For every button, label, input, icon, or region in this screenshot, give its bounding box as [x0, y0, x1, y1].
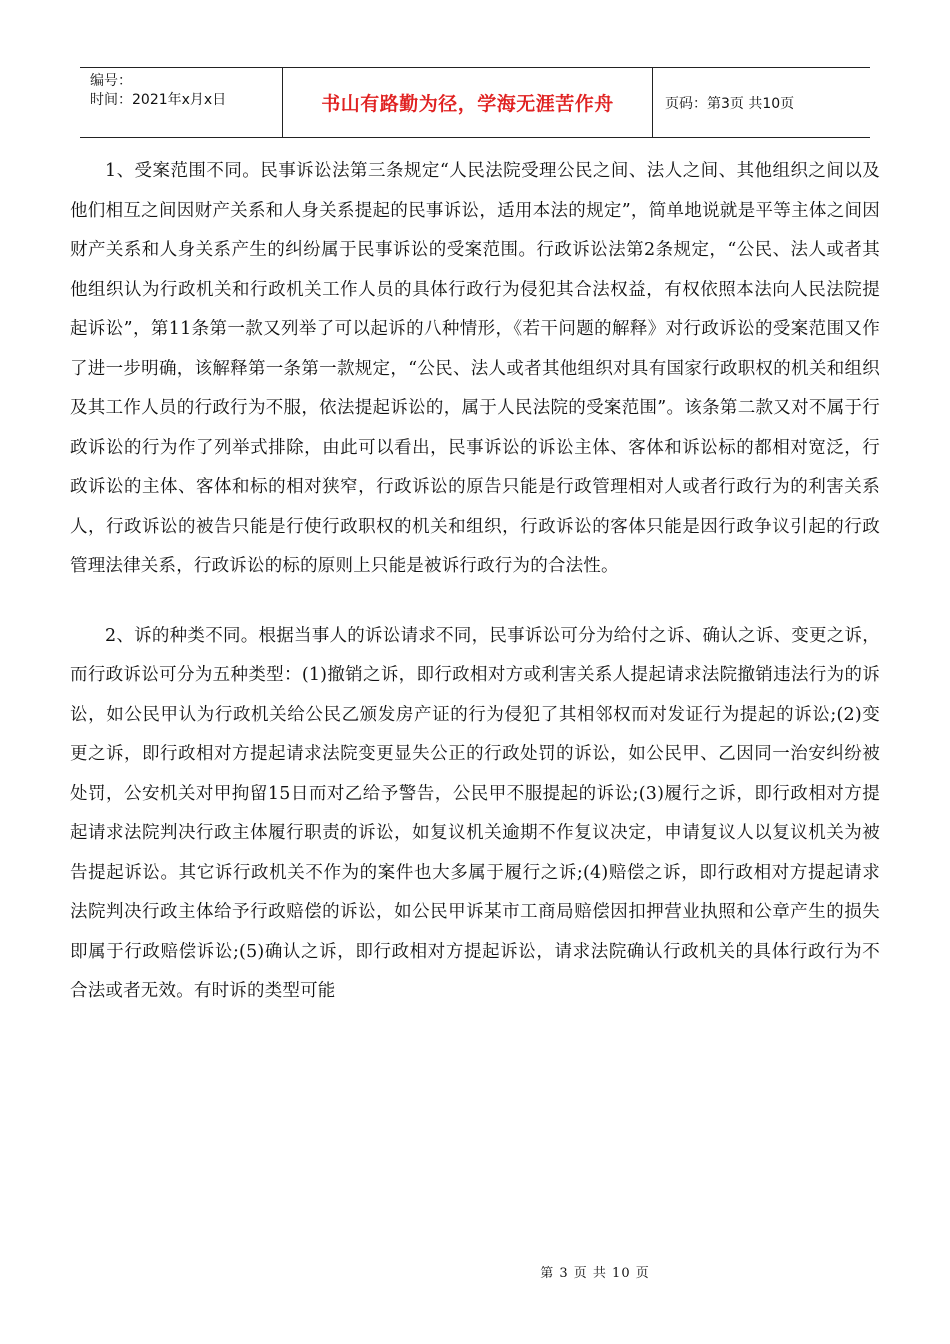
- page-footer: 第 3 页 共 10 页: [540, 1266, 650, 1281]
- document-body: [70, 152, 880, 1012]
- header-meta-cell: [80, 68, 283, 137]
- document-number-label: 编号：: [90, 73, 132, 89]
- body-paragraph-2: 2、诉的种类不同。根据当事人的诉讼请求不同，民事诉讼可分为给付之诉、确认之诉、变更之诉，而行政诉讼可分为五种类型：(1)撤销之诉，即行政相对方或利害关系人提起请求法院撤销违法行为的诉讼，如公民甲认为行政机关给公民乙颁发房产证的行为侵犯了其相邻权而对发证行为提起的诉讼;(2)变更之诉，即行政相对方提起请求法院变更显失公正的行政处罚的诉讼，如公民甲、乙因同一治安纠纷被处罚，公安机关对甲拘留15日而对乙给予警告，公民甲不服提起的诉讼;(3)履行之诉，即行政相对方提起请求法院判决行政主体履行职责的诉讼，如复议机关逾期不作复议决定，申请复议人以复议机关为被告提起诉讼。其它诉行政机关不作为的案件也大多属于履行之诉;(4)赔偿之诉，即行政相对方提起请求法院判决行政主体给予行政赔偿的诉讼，如公民甲诉某市工商局赔偿因扣押营业执照和公章产生的损失即属于行政赔偿诉讼;(5)确认之诉，即行政相对方提起诉讼，请求法院确认行政机关的具体行政行为不合法或者无效。有时诉的类型可能: [70, 625, 880, 1001]
- header-motto: 书山有路勤为径，学海无涯苦作舟: [321, 93, 614, 115]
- header-page-cell: [653, 68, 870, 137]
- document-header: [80, 67, 870, 138]
- header-motto-cell: [283, 68, 653, 137]
- header-page-info: 页码：第3页 共10页: [665, 95, 795, 112]
- document-time-label: 时间：2021年x月x日: [90, 92, 227, 108]
- body-paragraph-1: 1、受案范围不同。民事诉讼法第三条规定“人民法院受理公民之间、法人之间、其他组织之间以及他们相互之间因财产关系和人身关系提起的民事诉讼，适用本法的规定”，简单地说就是平等主体之间因财产关系和人身关系产生的纠纷属于民事诉讼的受案范围。行政诉讼法第2条规定，“公民、法人或者其他组织认为行政机关和行政机关工作人员的具体行政行为侵犯其合法权益，有权依照本法向人民法院提起诉讼”，第11条第一款又列举了可以起诉的八种情形，《若干问题的解释》对行政诉讼的受案范围又作了进一步明确，该解释第一条第一款规定，“公民、法人或者其他组织对具有国家行政职权的机关和组织及其工作人员的行政行为不服，依法提起诉讼的，属于人民法院的受案范围”。该条第二款又对不属于行政诉讼的行为作了列举式排除，由此可以看出，民事诉讼的诉讼主体、客体和诉讼标的都相对宽泛，行政诉讼的主体、客体和标的相对狭窄，行政诉讼的原告只能是行政管理相对人或者行政行为的利害关系人，行政诉讼的被告只能是行使行政职权的机关和组织，行政诉讼的客体只能是因行政争议引起的行政管理法律关系，行政诉讼的标的原则上只能是被诉行政行为的合法性。: [70, 161, 880, 576]
